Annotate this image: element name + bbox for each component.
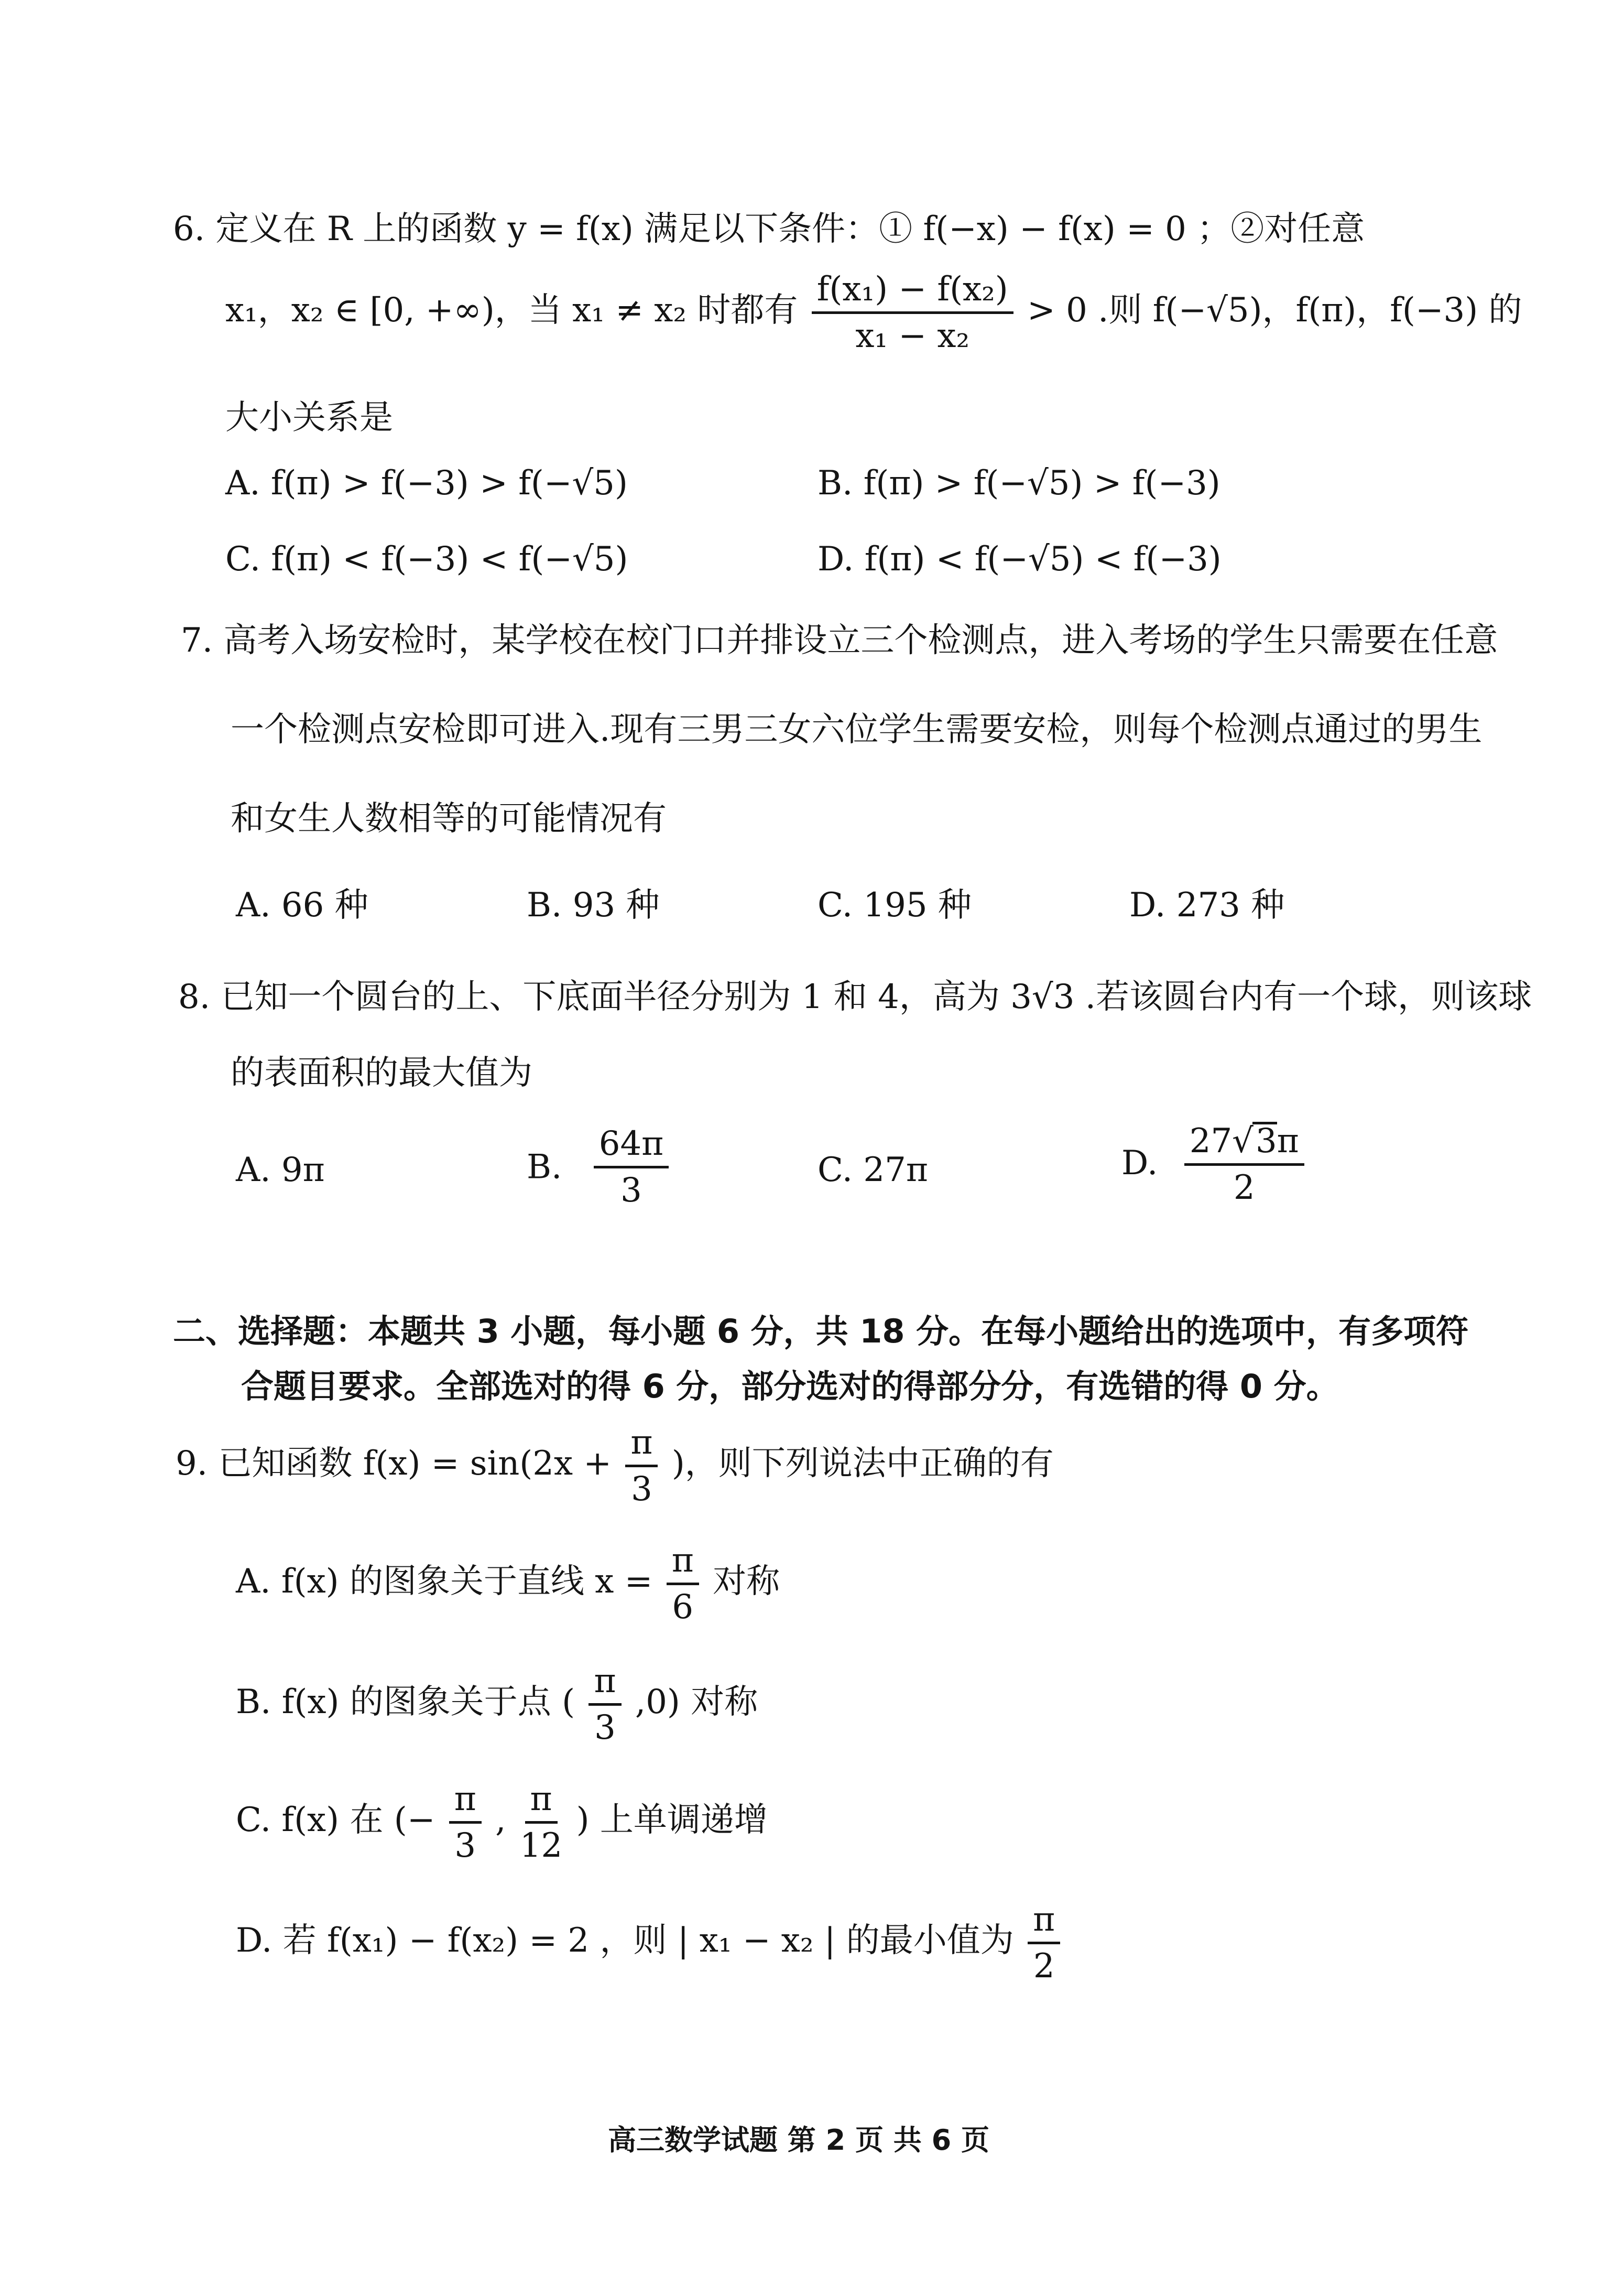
q9-option-c-fraction-2 [519,1780,563,1865]
q8-option-b [527,1124,672,1210]
q9-option-b-denominator: 3 [594,1708,616,1747]
q6-frac-numerator: f(x₁) − f(x₂) [812,273,1013,314]
q9-option-c-post: ) 上单调递增 [576,1801,768,1839]
q6-line2-post: > 0 .则 f(−√5)，f(π)，f(−3) 的 [1027,291,1522,330]
q7-option-c: C. 195 种 [818,886,972,925]
q9-option-b-pre: B. f(x) 的图象关于点 ( [236,1683,575,1721]
q9-option-c-pre: C. f(x) 在 (− [236,1801,435,1839]
q9-option-c-numerator-2: π [525,1782,558,1824]
q9-option-a-fraction [667,1541,699,1627]
q7-line3: 和女生人数相等的可能情况有 [231,799,667,838]
q9-stem-denominator: 3 [631,1470,652,1509]
q6-line2-pre: x₁，x₂ ∈ [0, +∞)，当 x₁ ≠ x₂ 时都有 [225,291,798,330]
q9-stem-fraction [625,1423,658,1509]
q7-line1: 7. 高考入场安检时，某学校在校门口并排设立三个检测点，进入考场的学生只需要在任意 [181,621,1498,660]
q9-option-c-denominator-1: 3 [454,1826,476,1865]
q6-fraction [812,270,1013,355]
q9-option-b-numerator: π [588,1664,621,1706]
q6-option-c: C. f(π) < f(−3) < f(−√5) [225,540,628,579]
q8-option-a: A. 9π [236,1151,325,1189]
q7-option-b: B. 93 种 [527,886,660,925]
q9-stem-numerator: π [625,1426,658,1467]
q8-option-d-denominator: 2 [1233,1168,1255,1207]
q9-option-a [236,1541,780,1627]
q6-option-b: B. f(π) > f(−√5) > f(−3) [818,464,1220,503]
q8-option-d-radicand: 3 [1252,1122,1277,1158]
q8-line2: 的表面积的最大值为 [231,1054,532,1092]
q9-option-d-denominator: 2 [1033,1947,1055,1986]
q8-option-b-denominator: 3 [620,1171,642,1210]
q9-option-c-fraction-1 [449,1780,482,1865]
q9-option-b-post: ,0) 对称 [635,1683,758,1721]
q8-option-d-label: D. [1121,1144,1158,1183]
q9-stem-pre: 9. 已知函数 f(x) = sin(2x + [176,1444,612,1483]
q8-option-b-fraction [594,1124,669,1210]
q9-option-a-numerator: π [667,1544,699,1585]
q8-option-d [1121,1122,1307,1205]
q7-line2: 一个检测点安检即可进入.现有三男三女六位学生需要安检，则每个检测点通过的男生 [231,710,1483,749]
q9-option-a-denominator: 6 [672,1588,694,1627]
q8-option-c: C. 27π [818,1151,928,1189]
q9-option-c-denominator-2: 12 [519,1826,563,1865]
q9-option-a-pre: A. f(x) 的图象关于直线 x = [236,1562,653,1601]
q6-line3: 大小关系是 [225,398,393,437]
q7-option-d: D. 273 种 [1129,886,1285,925]
q6-line1: 6. 定义在 R 上的函数 y = f(x) 满足以下条件：① f(−x) − f(x) = 0 ；②对任意 [173,210,1365,248]
q9-option-d [236,1900,1063,1986]
q6-option-a: A. f(π) > f(−3) > f(−√5) [225,464,628,503]
q8-option-d-pi: π [1277,1122,1299,1161]
q9-option-c [236,1780,768,1865]
q8-option-b-label: B. [527,1147,562,1187]
q7-option-a: A. 66 种 [236,886,368,925]
q9-option-a-post: 对称 [713,1562,780,1601]
section2-heading-line1: 二、选择题：本题共 3 小题，每小题 6 分，共 18 分。在每小题给出的选项中，有多项符 [173,1312,1469,1350]
q9-option-d-fraction [1028,1900,1060,1986]
q9-option-b [236,1664,758,1745]
q9-option-c-comma: , [495,1801,506,1839]
page-footer: 高三数学试题 第 2 页 共 6 页 [608,2124,989,2157]
q6-frac-denominator: x₁ − x₂ [855,317,970,355]
q9-stem [176,1423,1054,1509]
q8-option-d-fraction [1184,1122,1304,1205]
q8-option-b-numerator: 64π [594,1127,669,1168]
section2-heading-line2: 合题目要求。全部选对的得 6 分，部分选对的得部分分，有选错的得 0 分。 [241,1367,1339,1405]
q9-option-b-fraction [588,1664,621,1745]
q9-option-d-pre: D. 若 f(x₁) − f(x₂) = 2 ，则 | x₁ − x₂ | 的最小值为 [236,1921,1014,1960]
q8-option-d-numerator: 27√3π [1184,1122,1304,1166]
q9-stem-post: )，则下列说法中正确的有 [671,1444,1054,1483]
q9-option-d-numerator: π [1028,1903,1060,1944]
q8-line1: 8. 已知一个圆台的上、下底面半径分别为 1 和 4，高为 3√3 .若该圆台内有一个球，则该球 [178,978,1532,1016]
q6-line2 [225,270,1522,355]
q6-option-d: D. f(π) < f(−√5) < f(−3) [818,540,1222,579]
q8-option-d-coef: 27 [1189,1122,1233,1161]
q9-option-c-numerator-1: π [449,1782,482,1824]
